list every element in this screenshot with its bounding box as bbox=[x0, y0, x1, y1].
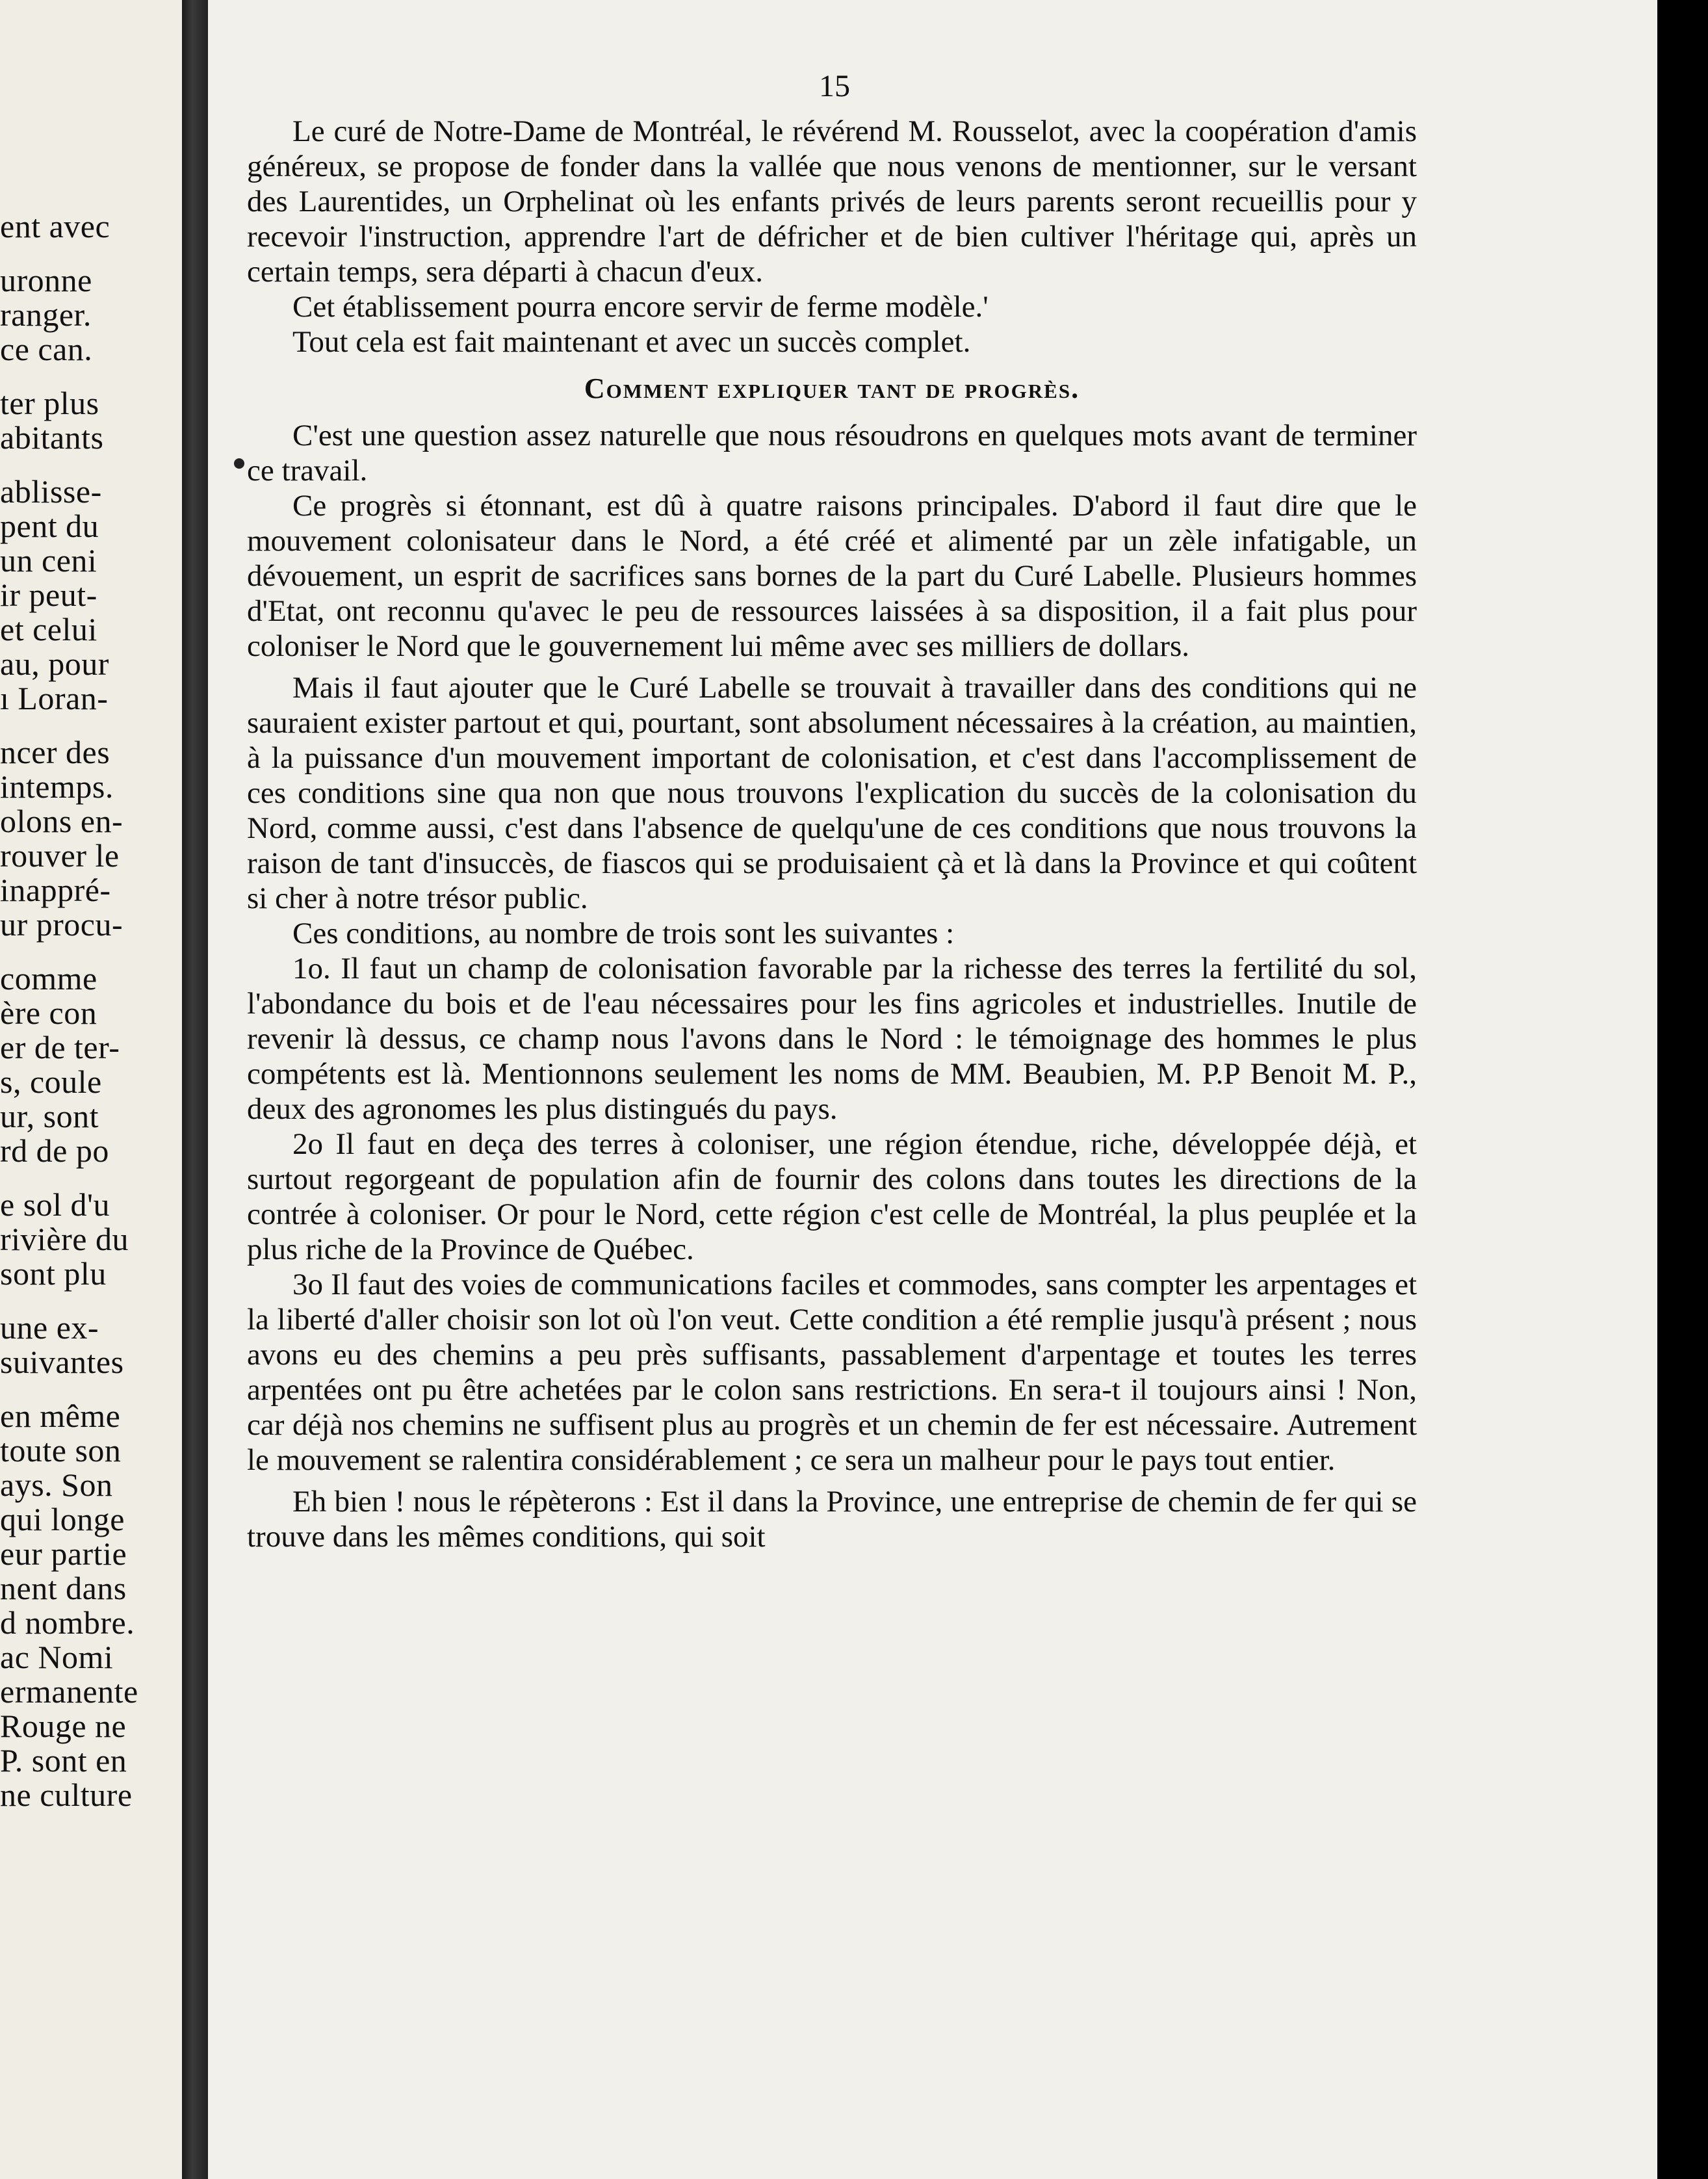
paragraph: C'est une question assez naturelle que nous résoudrons en quelques mots avant de terminer ce travail. bbox=[247, 419, 1417, 488]
left-page-line: ranger. bbox=[0, 296, 92, 333]
paragraph: Tout cela est fait maintenant et avec un succès complet. bbox=[292, 325, 971, 359]
left-page-line: ne culture bbox=[0, 1777, 133, 1813]
left-page-line: ays. Son bbox=[0, 1467, 113, 1503]
left-page-line: ablisse- bbox=[0, 473, 102, 510]
paragraph: 2o Il faut en deça des terres à coloniser, une région étendue, riche, développée déjà, et surtout regorgeant de population afin de fournir des colons dans toutes les directions de la contrée à coloniser. Or pour le Nord, cette région c'est celle de Montréal, la plus peuplée et la plus riche de la Province de Québec. bbox=[247, 1127, 1417, 1266]
margin-mark bbox=[234, 458, 244, 469]
left-page-line: nent dans bbox=[0, 1570, 127, 1606]
left-page-line: comme bbox=[0, 960, 97, 997]
left-page-line: un ceni bbox=[0, 542, 97, 579]
left-page-line: une ex- bbox=[0, 1309, 99, 1346]
paragraph: 3o Il faut des voies de communications faciles et commodes, sans compter les arpentages et la liberté d'aller choisir son lot où l'on veut. Cette condition a été remplie jusqu'à présent ; nous avons eu des chemins a peu près suffisants, passablement d'arpentage et toutes les terres arpentées ont pu être achetées par le colon sans restrictions. En sera-t il toujours ainsi ! Non, car déjà nos chemins ne suffisent plus au progrès et un chemin de fer est nécessaire. Autrement le mouvement se ralentira considérablement ; ce sera un malheur pour le pays tout entier. bbox=[247, 1268, 1417, 1477]
left-page-line: olons en- bbox=[0, 803, 123, 839]
paragraph: Mais il faut ajouter que le Curé Labelle se trouvait à travailler dans des conditions qui ne sauraient exister partout et qui, pourtant, sont absolument nécessaires à la création, au maintien, à la puissance d'un mouvement important de colonisation, et c'est dans l'accomplissement de ces conditions sine qua non que nous trouvons l'explication du succès de la colonisation du Nord, comme aussi, c'est dans l'absence de quelqu'une de ces conditions que nous trouvons la raison de tant d'insuccès, de fiascos qui se produisaient çà et là dans la Province et qui coûtent si cher à notre trésor public. bbox=[247, 671, 1417, 915]
left-page-line: ac Nomi bbox=[0, 1639, 114, 1675]
left-page-line: rivière du bbox=[0, 1221, 129, 1257]
left-page-line: intemps. bbox=[0, 768, 114, 805]
left-page-line: d nombre. bbox=[0, 1604, 135, 1641]
left-page-line: ter plus bbox=[0, 385, 99, 421]
left-page-line: rd de po bbox=[0, 1132, 109, 1169]
left-page-line: ermanente bbox=[0, 1673, 138, 1710]
left-page-line: ère con bbox=[0, 995, 97, 1031]
page-number: 15 bbox=[819, 69, 850, 103]
left-page-line: toute son bbox=[0, 1432, 122, 1468]
book-gutter bbox=[182, 0, 208, 2179]
left-page-line: ur procu- bbox=[0, 906, 123, 943]
paragraph: 1o. Il faut un champ de colonisation favorable par la richesse des terres la fertilité du sol, l'abondance du bois et de l'eau nécessaires pour les fins agricoles et industrielles. Inutile de revenir là dessus, ce champ nous l'avons dans le Nord : le témoignage des hommes le plus compétents est là. Mentionnons seulement les noms de MM. Beaubien, M. P.P Benoit M. P., deux des agronomes les plus distingués du pays. bbox=[247, 952, 1417, 1126]
left-page-line: ı Loran- bbox=[0, 680, 109, 716]
left-page-line: ur, sont bbox=[0, 1098, 99, 1134]
left-page-line: qui longe bbox=[0, 1501, 125, 1537]
left-page-line: inappré- bbox=[0, 872, 111, 908]
left-page-line: pent du bbox=[0, 508, 99, 544]
paragraph: Cet établissement pourra encore servir de ferme modèle.' bbox=[292, 290, 989, 324]
left-page-line: er de ter- bbox=[0, 1029, 120, 1065]
left-page-line: et celui bbox=[0, 611, 97, 647]
left-page-line: ce can. bbox=[0, 331, 93, 367]
paragraph: Le curé de Notre-Dame de Montréal, le révérend M. Rousselot, avec la coopération d'amis généreux, se propose de fonder dans la vallée que nous venons de mentionner, sur le versant des Laurentides, un Orphelinat où les enfants privés de leurs parents seront recueillis pour y recevoir l'instruction, apprendre l'art de défricher et de bien cultiver l'héritage qui, après un certain temps, sera départi à chacun d'eux. bbox=[247, 114, 1417, 289]
paragraph: Eh bien ! nous le répèterons : Est il dans la Province, une entreprise de chemin de fer qui se trouve dans les mêmes conditions, qui soit bbox=[247, 1485, 1417, 1554]
page-edge-shadow bbox=[1657, 0, 1708, 2179]
left-page-line: ncer des bbox=[0, 734, 110, 770]
section-heading: Comment expliquer tant de progrès. bbox=[584, 372, 1080, 404]
article-text bbox=[247, 114, 1417, 1554]
left-page-line: suivantes bbox=[0, 1344, 124, 1380]
left-page-line: eur partie bbox=[0, 1535, 127, 1572]
left-page-line: au, pour bbox=[0, 646, 109, 682]
left-page-line: rouver le bbox=[0, 837, 120, 874]
left-page-line: uronne bbox=[0, 262, 92, 298]
left-page-line: P. sont en bbox=[0, 1742, 127, 1779]
left-page-fragment bbox=[0, 0, 182, 2179]
left-page-line: Rouge ne bbox=[0, 1708, 127, 1744]
paragraph: Ces conditions, au nombre de trois sont les suivantes : bbox=[292, 917, 955, 950]
left-page-line: s, coule bbox=[0, 1063, 102, 1100]
left-page-line: en même bbox=[0, 1398, 121, 1434]
paragraph: Ce progrès si étonnant, est dû à quatre raisons principales. D'abord il faut dire que le mouvement colonisateur dans le Nord, a été créé et alimenté par un zèle infatigable, un dévouement, un esprit de sacrifices sans bornes de la part du Curé Labelle. Plusieurs hommes d'Etat, ont reconnu qu'avec le peu de ressources laissées à sa disposition, il a fait plus pour coloniser le Nord que le gouvernement lui même avec ses milliers de dollars. bbox=[247, 489, 1417, 663]
left-page-line: abitants bbox=[0, 419, 104, 456]
left-page-line: sont plu bbox=[0, 1255, 107, 1292]
left-page-line: ir peut- bbox=[0, 577, 97, 613]
left-page-line: e sol d'u bbox=[0, 1186, 110, 1223]
left-page-line: ent avec bbox=[0, 208, 110, 244]
